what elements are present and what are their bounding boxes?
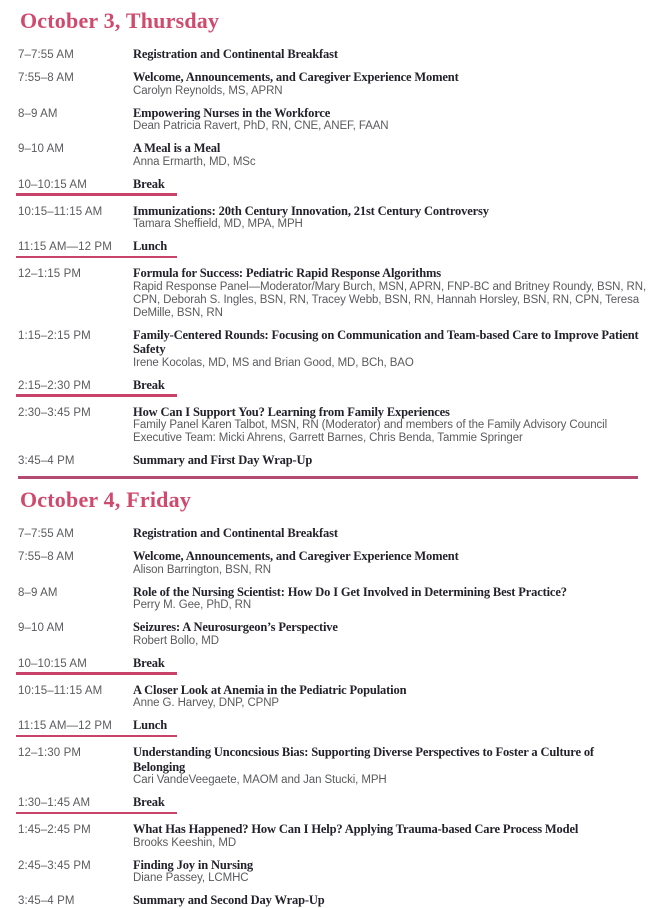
session-time: 1:30–1:45 AM (18, 797, 91, 809)
session-time: 7–7:55 AM (18, 49, 74, 61)
session-content (133, 822, 648, 850)
session-title: Summary and First Day Wrap-Up (133, 453, 313, 467)
session-row (18, 328, 648, 370)
session-content (133, 893, 648, 908)
break-underline (16, 193, 177, 196)
session-speakers: Rapid Response Panel—Moderator/Mary Burch, MSN, APRN, FNP-BC and Britney Roundy, BSN, RN, CPN, Deborah S. Ingles, BSN, RN, Tracey Webb, BSN, RN, Hannah Horsley, BSN, RN, CPN, Teresa DeMille, BSN, RN (133, 280, 647, 319)
session-speakers: Anna Ermarth, MD, MSc (133, 155, 256, 168)
session-time: 10–10:15 AM (18, 178, 87, 191)
session-time: 3:45–4 PM (18, 455, 75, 467)
session-content (133, 620, 648, 648)
session-content (133, 405, 648, 446)
session-content (133, 70, 648, 98)
session-row (18, 106, 648, 134)
session-title: Registration and Continental Breakfast (133, 526, 338, 540)
break-underline (16, 735, 177, 738)
session-title: Break (133, 176, 165, 191)
session-content (133, 549, 648, 577)
session-title: Lunch (133, 718, 167, 732)
session-time: 3:45–4 PM (18, 895, 75, 907)
session-time: 11:15 AM—12 PM (18, 241, 112, 253)
session-content (133, 106, 648, 134)
day-section (18, 487, 648, 908)
session-time: 7–7:55 AM (18, 528, 74, 540)
session-time: 8–9 AM (18, 586, 58, 599)
session-row (18, 620, 648, 648)
session-content (133, 585, 648, 613)
session-content (133, 795, 648, 810)
break-row (18, 718, 648, 733)
break-underline (16, 672, 177, 675)
session-time: 11:15 AM—12 PM (18, 720, 112, 732)
session-title: Break (133, 795, 165, 809)
session-time: 7:55–8 AM (18, 551, 74, 563)
session-row (18, 204, 648, 232)
session-content (133, 141, 648, 169)
session-title: Lunch (133, 239, 167, 253)
session-time: 9–10 AM (18, 143, 65, 155)
session-row (18, 453, 648, 468)
session-row (18, 405, 648, 446)
session-time: 1:15–2:15 PM (18, 329, 91, 342)
session-row (18, 683, 648, 711)
session-row (18, 47, 648, 62)
session-title: What Has Happened? How Can I Help? Applying Trauma-based Care Process Model (133, 822, 579, 836)
session-time: 8–9 AM (18, 107, 58, 120)
session-speakers: Anne G. Harvey, DNP, CPNP (133, 697, 279, 709)
break-row (18, 795, 648, 810)
session-speakers: Diane Passey, LCMHC (133, 872, 249, 884)
session-content (133, 453, 648, 468)
session-content (133, 656, 648, 671)
session-content (133, 239, 648, 254)
break-underline (16, 812, 177, 815)
break-row (18, 378, 648, 393)
session-row (18, 822, 648, 850)
session-content (133, 266, 648, 320)
session-title: Welcome, Announcements, and Caregiver Experience Moment (133, 549, 459, 563)
session-row (18, 526, 648, 541)
session-title: Empowering Nurses in the Workforce (133, 105, 331, 120)
session-speakers: Brooks Keeshin, MD (133, 836, 237, 849)
session-time: 12–1:30 PM (18, 747, 82, 759)
session-row (18, 141, 648, 169)
session-row (18, 585, 648, 613)
session-content (133, 47, 648, 62)
break-underline (16, 394, 177, 397)
session-speakers: Executive Team: Micki Ahrens, Garrett Barnes, Chris Benda, Tammie Springer (133, 432, 523, 444)
session-time: 10:15–11:15 AM (18, 205, 103, 218)
session-content (133, 177, 648, 192)
session-time: 9–10 AM (18, 622, 65, 634)
session-row (18, 549, 648, 577)
session-content (133, 328, 648, 370)
day-divider-rule (18, 476, 638, 479)
session-row (18, 70, 648, 98)
session-speakers: Tamara Sheffield, MD, MPA, MPH (133, 218, 303, 230)
session-title: Formula for Success: Pediatric Rapid Response Algorithms (133, 266, 442, 280)
session-content (133, 745, 648, 787)
session-time: 2:45–3:45 PM (18, 859, 91, 872)
session-row (18, 745, 648, 787)
session-content (133, 718, 648, 733)
session-title: Summary and Second Day Wrap-Up (133, 893, 325, 907)
session-speakers: Carolyn Reynolds, MS, APRN (133, 84, 283, 97)
session-speakers: Family Panel Karen Talbot, MSN, RN (Moderator) and members of the Family Advisory Council (133, 419, 608, 431)
session-content (133, 526, 648, 541)
session-speakers: Robert Bollo, MD (133, 634, 219, 647)
break-row (18, 656, 648, 671)
session-content (133, 683, 648, 711)
day-heading: October 4, Friday (20, 487, 192, 512)
session-title: Break (133, 377, 165, 392)
day-section (18, 8, 648, 468)
session-row (18, 858, 648, 886)
session-time: 10–10:15 AM (18, 657, 87, 670)
session-speakers: Dean Patricia Ravert, PhD, RN, CNE, ANEF, FAAN (133, 120, 389, 132)
session-speakers: Irene Kocolas, MD, MS and Brian Good, MD, BCh, BAO (133, 356, 414, 369)
session-title: Welcome, Announcements, and Caregiver Experience Moment (133, 70, 459, 84)
day-heading: October 3, Thursday (20, 8, 220, 33)
session-title: Family-Centered Rounds: Focusing on Communication and Team-based Care to Improve Patient Safety (133, 327, 639, 356)
session-title: Immunizations: 20th Century Innovation, 21st Century Controversy (133, 203, 489, 218)
session-title: Break (133, 655, 165, 670)
break-underline (16, 256, 177, 259)
session-speakers: Perry M. Gee, PhD, RN (133, 599, 252, 611)
session-row (18, 893, 648, 908)
session-title: How Can I Support You? Learning from Family Experiences (133, 404, 450, 419)
session-content (133, 858, 648, 886)
session-time: 7:55–8 AM (18, 72, 74, 84)
session-content (133, 204, 648, 232)
session-speakers: Cari VandeVeegaete, MAOM and Jan Stucki, MPH (133, 774, 387, 786)
session-title: Finding Joy in Nursing (133, 857, 254, 872)
session-title: Seizures: A Neurosurgeon’s Perspective (133, 620, 338, 634)
session-speakers: Alison Barrington, BSN, RN (133, 563, 272, 576)
session-content (133, 378, 648, 393)
session-time: 2:15–2:30 PM (18, 379, 91, 392)
session-time: 1:45–2:45 PM (18, 824, 91, 836)
session-title: A Closer Look at Anemia in the Pediatric Population (133, 682, 407, 697)
session-title: Registration and Continental Breakfast (133, 47, 338, 61)
session-row (18, 266, 648, 320)
session-time: 2:30–3:45 PM (18, 406, 91, 419)
break-row (18, 239, 648, 254)
session-title: Understanding Unconcsious Bias: Supporting Diverse Perspectives to Foster a Culture of Belonging (133, 745, 594, 774)
session-time: 10:15–11:15 AM (18, 684, 103, 697)
session-time: 12–1:15 PM (18, 268, 82, 280)
break-row (18, 177, 648, 192)
session-title: Role of the Nursing Scientist: How Do I Get Involved in Determining Best Practice? (133, 584, 567, 599)
session-title: A Meal is a Meal (133, 141, 221, 155)
